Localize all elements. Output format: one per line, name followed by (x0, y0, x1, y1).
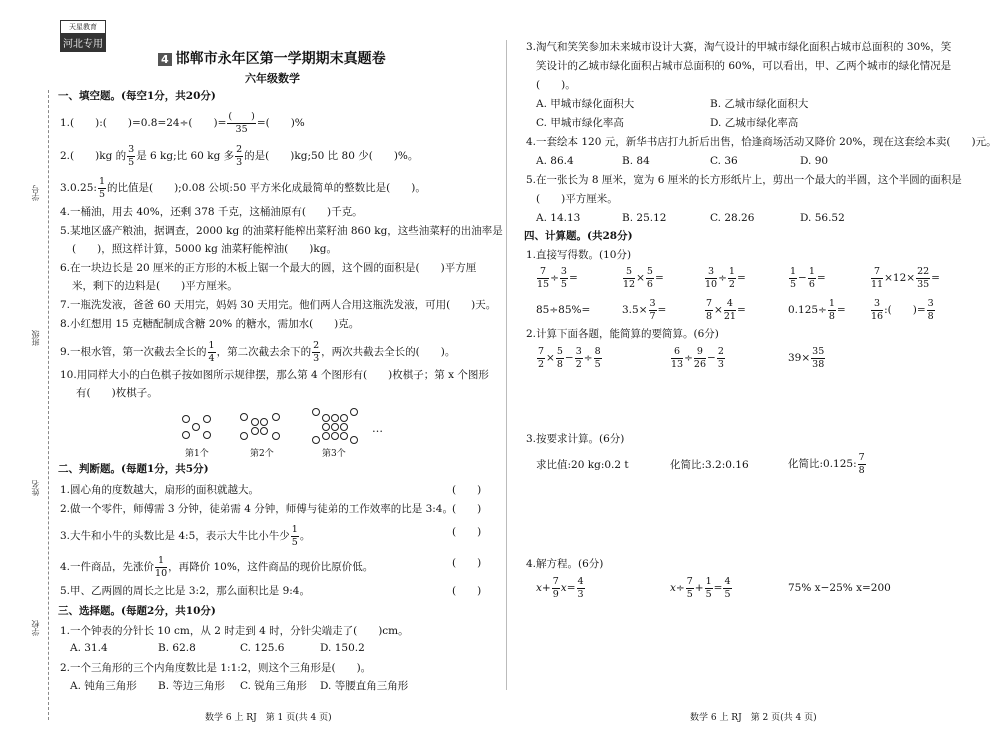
judge-1-answer[interactable]: ( ) (452, 484, 482, 496)
footer-page-1: 数学 6 上 RJ 第 1 页(共 4 页) (205, 713, 332, 723)
choice-1-option-d[interactable]: D. 150.2 (320, 642, 365, 654)
page-title (158, 48, 386, 68)
chess-piece (312, 436, 320, 444)
judge-5: 5.甲、乙两圆的周长之比是 3:2，那么面积比是 9:4。 (60, 585, 310, 597)
choice-4-option-c[interactable]: C. 36 (710, 155, 738, 167)
calc-1g: 3.5× $\frac{3}{7}$ = (622, 298, 667, 322)
chess-piece (182, 431, 190, 439)
q6-line2: 米，剩下的边料是( )平方厘米。 (72, 280, 238, 292)
calc-1e: $\frac{7}{11}$ ×12× $\frac{22}{35}$ = (871, 266, 940, 290)
page-divider (506, 40, 507, 690)
judge-3-answer[interactable]: ( ) (452, 526, 482, 538)
q9: 9.一根水管，第一次截去全长的 $\frac{1}{4}$ ，第二次截去余下的 $\frac{2}{3}$ ，两次共截去全长的( )。 (60, 340, 456, 364)
section-calculation: 四、计算题。(共28分) (524, 230, 633, 242)
choice-5-option-a[interactable]: A. 14.13 (536, 212, 581, 224)
chess-piece (322, 432, 330, 440)
region-label: 河北专用 (61, 34, 105, 51)
chess-piece (260, 418, 268, 426)
section-fill-blank: 一、填空题。(每空1分，共20分) (58, 90, 216, 102)
footer-page-2: 数学 6 上 RJ 第 2 页(共 4 页) (690, 713, 817, 723)
brand-name: 天星教育 (61, 21, 105, 34)
choice-4-option-a[interactable]: A. 86.4 (536, 155, 574, 167)
calc-1b: $\frac{5}{12}$ × $\frac{5}{6}$ = (623, 266, 664, 290)
chess-piece (340, 423, 348, 431)
q4: 4.一桶油，用去 40%，还剩 378 千克，这桶油原有( )千克。 (60, 206, 363, 218)
chess-piece (272, 413, 280, 421)
calc-3-heading: 3.按要求计算。(6分) (526, 433, 625, 445)
q10-line1: 10.用同样大小的白色棋子按如图所示规律摆，那么第 4 个图形有( )枚棋子；第 x 个图形 (60, 369, 489, 381)
q5-line1: 5.某地区盛产粮油，据调查，2000 kg 的油菜籽能榨出菜籽油 860 kg，这些油菜籽的出油率是 (60, 225, 503, 237)
chess-piece (272, 432, 280, 440)
choice-1: 1.一个钟表的分针长 10 cm，从 2 时走到 4 时，分针尖端走了( )cm。 (60, 625, 409, 637)
choice-2-option-d[interactable]: D. 等腰直角三角形 (320, 680, 409, 692)
choice-5-option-b[interactable]: B. 25.12 (622, 212, 667, 224)
choice-1-option-a[interactable]: A. 31.4 (70, 642, 108, 654)
calc-1i: 0.125÷ $\frac{1}{8}$ = (788, 298, 846, 322)
judge-2: 2.做一个零件，师傅需 3 分钟，徒弟需 4 分钟，师傅与徒弟的工作效率的比是 3:4。 (60, 503, 453, 515)
choice-2-option-c[interactable]: C. 锐角三角形 (240, 680, 307, 692)
judge-4: 4.一件商品，先涨价 $\frac{1}{10}$ ，再降价 10%，这件商品的现价比原价低。 (60, 555, 374, 579)
brand-logo (60, 20, 106, 52)
judge-2-answer[interactable]: ( ) (452, 503, 482, 515)
choice-3-option-b[interactable]: B. 乙城市绿化面积大 (710, 98, 809, 110)
q5-line2: ( )，照这样计算，5000 kg 油菜籽能榨油( )kg。 (72, 243, 337, 255)
calc-1j: $\frac{3}{16}$ :( )= $\frac{3}{8}$ (871, 298, 934, 322)
choice-5-line2: ( )平方厘米。 (536, 193, 618, 205)
figure-1-label: 第1个 (185, 449, 209, 459)
chess-piece (350, 408, 358, 416)
q6-line1: 6.在一块边长是 20 厘米的正方形的木板上锯一个最大的圆，这个圆的面积是( )平方厘 (60, 262, 477, 274)
q7: 7.一瓶洗发液，爸爸 60 天用完，妈妈 30 天用完。他们两人合用这瓶洗发液，可用( )天。 (60, 299, 497, 311)
figure-3-label: 第3个 (322, 449, 346, 459)
choice-4-option-b[interactable]: B. 84 (622, 155, 650, 167)
judge-5-answer[interactable]: ( ) (452, 585, 482, 597)
choice-2-option-b[interactable]: B. 等边三角形 (158, 680, 225, 692)
figure-2-label: 第2个 (250, 449, 274, 459)
judge-1: 1.圆心角的度数越大，扇形的面积就越大。 (60, 484, 260, 496)
calc-2a: $\frac{7}{2}$ × $\frac{5}{8}$ − $\frac{3}{2}$ ÷ $\frac{8}{5}$ (538, 346, 601, 370)
chess-piece (251, 418, 259, 426)
chess-piece (331, 423, 339, 431)
choice-3-option-a[interactable]: A. 甲城市绿化面积大 (536, 98, 635, 110)
side-label-student-id: 学号 (31, 185, 40, 201)
calc-1-heading: 1.直接写得数。(10分) (526, 249, 632, 261)
q10-line2: 有( )枚棋子。 (76, 387, 158, 399)
chess-piece (331, 414, 339, 422)
judge-3: 3.大牛和小牛的头数比是 4:5，表示大牛比小牛少 $\frac{1}{5}$ 。 (60, 524, 311, 548)
equation-1: x+ $\frac{7}{9}$ x= $\frac{4}{3}$ (536, 576, 584, 600)
q3: 3.0.25: $\frac{1}{5}$ 的比值是( );0.08 公顷:50 平方米化成最简单的整数比是( )。 (60, 176, 426, 200)
section-true-false: 二、判断题。(每题1分，共5分) (58, 463, 209, 475)
choice-2-option-a[interactable]: A. 钝角三角形 (70, 680, 137, 692)
choice-3-option-d[interactable]: D. 乙城市绿化率高 (710, 117, 799, 129)
side-label-school: 学校 (31, 620, 40, 636)
calc-1h: $\frac{7}{8}$ × $\frac{4}{21}$ = (706, 298, 746, 322)
chess-piece (312, 408, 320, 416)
calc-2c: 39× $\frac{35}{38}$ (788, 346, 825, 370)
chess-piece (340, 414, 348, 422)
chess-piece (240, 413, 248, 421)
calc-3b: 化简比:3.2:0.16 (670, 459, 749, 471)
side-label-class: 班级 (31, 330, 40, 346)
calc-1f: 85÷85%= (536, 304, 591, 316)
calc-2-heading: 2.计算下面各题，能简算的要简算。(6分) (526, 328, 719, 340)
chess-piece (350, 436, 358, 444)
exam-subtitle: 六年级数学 (245, 72, 300, 85)
q1: 1.( ):( )=0.8=24÷( )= $\frac{( )}{35}$ =( )% (60, 111, 305, 135)
binding-line (48, 90, 49, 720)
equation-2: x÷ $\frac{7}{5}$ + $\frac{1}{5}$ = $\frac{4}{5}$ (670, 576, 731, 600)
calc-1d: $\frac{1}{5}$ − $\frac{1}{6}$ = (790, 266, 826, 290)
chess-piece (203, 415, 211, 423)
calc-3a: 求比值:20 kg:0.2 t (536, 459, 629, 471)
figure-ellipsis: … (372, 422, 383, 435)
choice-5-line1: 5.在一张长为 8 厘米，宽为 6 厘米的长方形纸片上，剪出一个最大的半圆，这个半圆的面积是 (526, 174, 962, 186)
choice-3-line1: 3.淘气和笑笑参加未来城市设计大赛，淘气设计的甲城市绿化面积占城市总面积的 30%，笑 (526, 41, 952, 53)
exam-number: 4 (158, 53, 172, 66)
exam-title: 邯郸市永年区第一学期期末真题卷 (175, 51, 386, 67)
calc-4-heading: 4.解方程。(6分) (526, 558, 604, 570)
chess-piece (260, 427, 268, 435)
choice-5-option-d[interactable]: D. 56.52 (800, 212, 845, 224)
chess-piece (331, 432, 339, 440)
chess-piece (322, 423, 330, 431)
section-choice: 三、选择题。(每题2分，共10分) (58, 605, 216, 617)
calc-1c: $\frac{3}{10}$ ÷ $\frac{1}{2}$ = (705, 266, 746, 290)
side-label-name: 姓名 (31, 480, 40, 496)
choice-5-option-c[interactable]: C. 28.26 (710, 212, 755, 224)
chess-piece (240, 432, 248, 440)
choice-3-option-c[interactable]: C. 甲城市绿化率高 (536, 117, 624, 129)
chess-piece (251, 427, 259, 435)
choice-1-option-c[interactable]: C. 125.6 (240, 642, 285, 654)
chess-piece (182, 415, 190, 423)
chess-piece (340, 432, 348, 440)
calc-2b: $\frac{6}{13}$ ÷ $\frac{9}{26}$ − $\frac{2}{3}$ (671, 346, 724, 370)
choice-4: 4.一套绘本 120 元，新华书店打九折后出售，恰逢商场活动又降价 20%，现在这套绘本卖( )元。 (526, 136, 997, 148)
choice-1-option-b[interactable]: B. 62.8 (158, 642, 196, 654)
calc-1a: $\frac{7}{15}$ ÷ $\frac{3}{5}$ = (537, 266, 578, 290)
chess-piece (203, 431, 211, 439)
judge-4-answer[interactable]: ( ) (452, 557, 482, 569)
choice-4-option-d[interactable]: D. 90 (800, 155, 829, 167)
q2: 2.( )kg 的 $\frac{3}{5}$ 是 6 kg;比 60 kg 多 $\frac{2}{3}$ 的是( )kg;50 比 80 少( )%。 (60, 144, 419, 168)
chess-piece (192, 423, 200, 431)
equation-3: 75% x−25% x=200 (788, 582, 891, 594)
calc-3c: 化简比:0.125: $\frac{7}{8}$ (788, 452, 865, 476)
chess-piece (322, 414, 330, 422)
q8: 8.小红想用 15 克糖配制成含糖 20% 的糖水，需加水( )克。 (60, 318, 360, 330)
choice-3-line3: ( )。 (536, 79, 576, 91)
choice-2: 2.一个三角形的三个内角度数比是 1:1:2，则这个三角形是( )。 (60, 662, 372, 674)
choice-3-line2: 笑设计的乙城市绿化面积占城市总面积的 60%，可以看出，甲、乙两个城市的绿化情况是 (536, 60, 952, 72)
